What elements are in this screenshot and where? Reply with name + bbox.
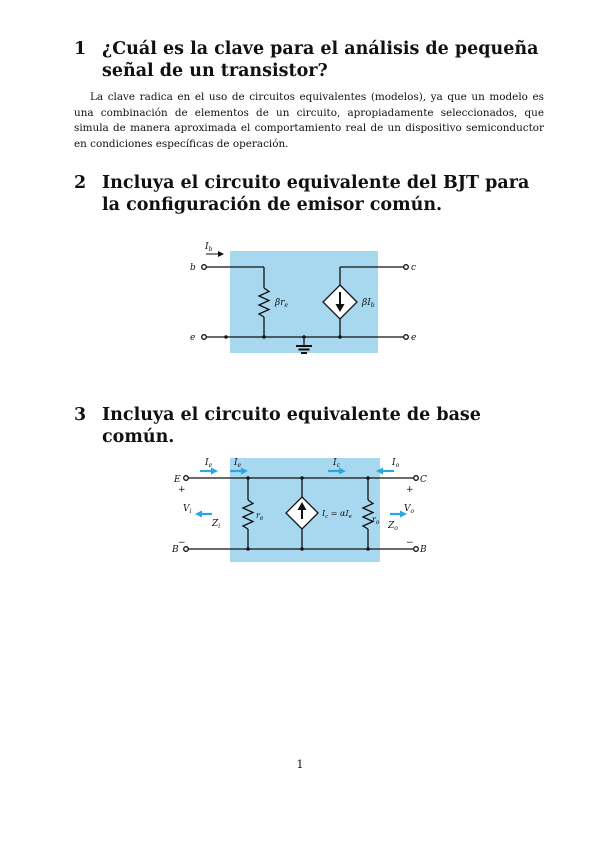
cb-source-label: $I_c = \alpha I_e$ bbox=[322, 509, 352, 520]
section-1-heading bbox=[74, 38, 544, 82]
cb-node-E: E bbox=[174, 475, 181, 485]
section-2-number: 2 bbox=[74, 173, 87, 193]
cb-vi-label: $V_i$ bbox=[183, 504, 192, 515]
section-2-heading bbox=[74, 172, 544, 216]
ce-node-e-right: e bbox=[411, 333, 417, 343]
cb-ie-label: $I_e$ bbox=[205, 458, 213, 469]
cb-node-B-left: B bbox=[172, 545, 179, 555]
cb-node-C: C bbox=[420, 475, 427, 485]
ce-node-e-left: e bbox=[190, 333, 196, 343]
cb-re-label: $r_e$ bbox=[256, 511, 264, 522]
cb-vo-label: $V_o$ bbox=[404, 504, 415, 515]
ce-source-label: $\beta I_b$ bbox=[362, 298, 375, 309]
section-1-number: 1 bbox=[74, 39, 87, 59]
ce-node-b: b bbox=[190, 263, 196, 273]
ce-ib-label: $I_b$ bbox=[205, 242, 213, 253]
cb-ic-label: $I_c$ bbox=[333, 458, 340, 469]
answer-paragraph: La clave radica en el uso de circuitos equivalentes (modelos), ya que un modelo es una combinación de elementos de un circuito, apropiadamente seleccionados, que simula de manera aproximada el comportamiento real de un dispositivo semiconductor en condiciones específicas de operación. bbox=[74, 91, 544, 150]
cb-zo-label: $Z_o$ bbox=[388, 521, 398, 532]
cb-ro-label: $r_o$ bbox=[372, 515, 380, 526]
section-3-title: Incluya el circuito equivalente de base común. bbox=[102, 405, 481, 447]
ce-equivalent-circuit bbox=[180, 240, 430, 362]
cb-zi-label: $Z_i$ bbox=[212, 519, 221, 530]
cb-minus-right: − bbox=[406, 538, 414, 548]
section-1-title: ¿Cuál es la clave para el análisis de pequeña señal de un transistor? bbox=[102, 39, 539, 81]
cb-plus-left: + bbox=[178, 485, 186, 495]
section-3-number: 3 bbox=[74, 405, 87, 425]
cb-zi-arrow-icon bbox=[195, 511, 202, 518]
cb-plus-right: + bbox=[406, 485, 414, 495]
page-number: 1 bbox=[296, 758, 304, 771]
ce-ib-arrow-icon bbox=[218, 251, 224, 257]
ce-node-c: c bbox=[411, 263, 417, 273]
cb-io-label: $I_o$ bbox=[392, 458, 400, 469]
cb-minus-left: − bbox=[178, 538, 186, 548]
ce-resistor-label: $\beta r_e$ bbox=[275, 298, 289, 309]
section-2-title: Incluya el circuito equivalente del BJT para la configuración de emisor común. bbox=[102, 173, 530, 215]
cb-node-B-right: B bbox=[420, 545, 427, 555]
cb-equivalent-circuit bbox=[160, 448, 440, 568]
cb-ie2-label: $I_e$ bbox=[234, 458, 242, 469]
section-3-heading bbox=[74, 404, 544, 448]
